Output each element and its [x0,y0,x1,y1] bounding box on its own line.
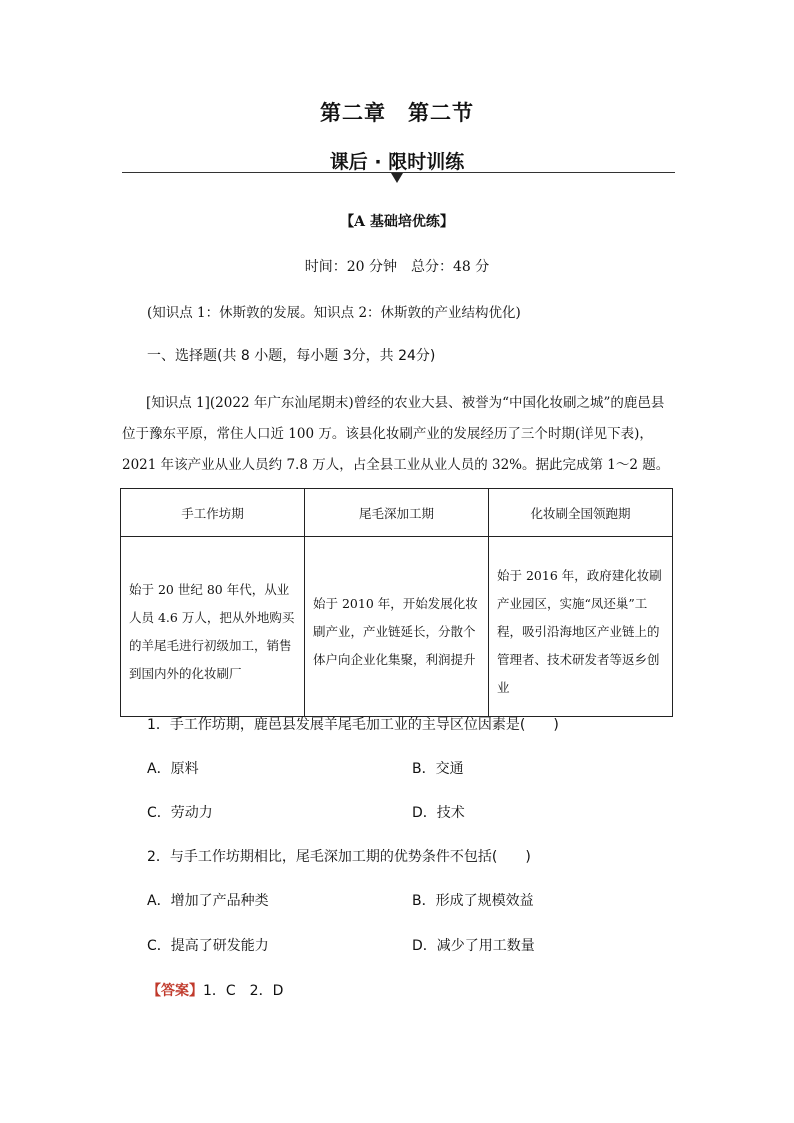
table-cell: 始于 20 世纪 80 年代，从业人员 4.6 万人，把从外地购买的羊尾毛进行初级加工，销售到国内外的化妆刷厂 [121,537,305,717]
time-info: 时间：20 分钟 总分：48 分 [304,259,490,275]
question-2-option-c: C．提高了研发能力 [147,938,269,954]
table-header-cell: 尾毛深加工期 [305,489,489,537]
question-1-option-d: D．技术 [412,805,465,821]
divider-triangle-icon [391,173,403,183]
question-2-stem: 2．与手工作坊期相比，尾毛深加工期的优势条件不包括( ) [147,849,531,865]
question-1-option-c: C．劳动力 [147,805,213,821]
part-heading: 一、选择题(共 8 小题，每小题 3分，共 24分) [147,348,436,364]
table-row [121,537,673,717]
knowledge-points: (知识点 1：休斯敦的发展。知识点 2：休斯敦的产业结构优化) [147,305,521,321]
question-2-option-a: A．增加了产品种类 [147,893,269,909]
answer-text: 1．C 2．D [203,983,284,999]
table-header-cell: 化妆刷全国领跑期 [489,489,673,537]
question-1-stem: 1．手工作坊期，鹿邑县发展羊尾毛加工业的主导区位因素是( ) [147,717,559,733]
answer-line [147,980,283,1000]
answer-label: 【答案】 [147,983,203,999]
question-2-option-b: B．形成了规模效益 [412,893,534,909]
table-cell: 始于 2016 年，政府建化妆刷产业园区，实施“凤还巢”工程，吸引沿海地区产业链上的管理者、技术研发者等返乡创业 [489,537,673,717]
page-subtitle: 课后 · 限时训练 [329,151,465,173]
question-1-option-a: A．原料 [147,761,199,777]
page-title: 第二章 第二节 [320,101,474,125]
question-1-option-b: B．交通 [412,761,464,777]
table-header-row [121,489,673,537]
development-table [120,488,673,717]
intro-paragraph: [知识点 1](2022 年广东汕尾期末)曾经的农业大县、被誉为“中国化妆刷之城”的鹿邑县位于豫东平原，常住人口近 100 万。该县化妆刷产业的发展经历了三个时期(详见下表)，2021 年该产业从业人员约 7.8 万人，占全县工业从业人员的 32%。据此完成第 1～2 题。 [122,395,670,473]
question-2-option-d: D．减少了用工数量 [412,938,535,954]
section-label: 【A 基础培优练】 [340,214,454,230]
table-cell: 始于 2010 年，开始发展化妆刷产业，产业链延长，分散个体户向企业化集聚，利润提升 [305,537,489,717]
table-header-cell: 手工作坊期 [121,489,305,537]
